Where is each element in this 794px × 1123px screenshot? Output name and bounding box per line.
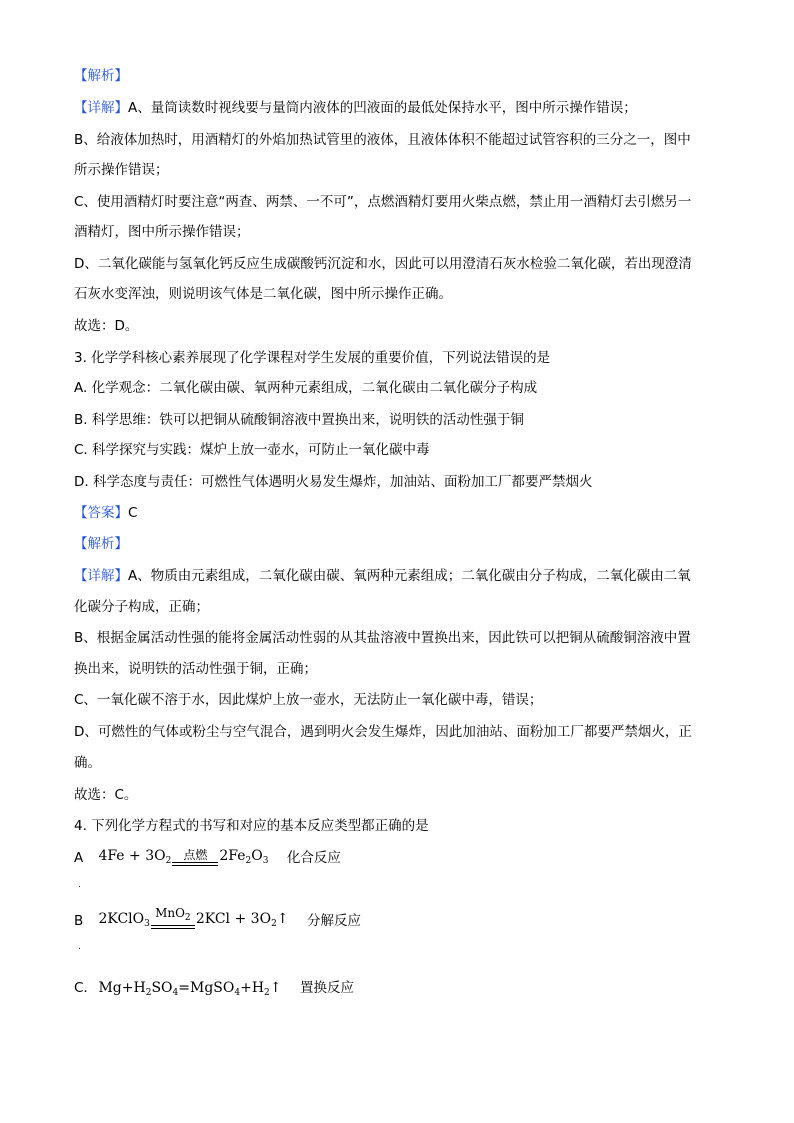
option-b-reaction-type: 分解反应 [306,913,361,929]
answer-value: C [128,505,138,521]
q3-detail-b-line2: 换出来，说明铁的活动性强于铜，正确； [74,661,317,677]
dot-mark: . [78,942,81,952]
option-c-label: C. [74,980,88,996]
detail-c-line2: 酒精灯，图中所示操作错误； [74,224,250,240]
reaction-condition: 点燃 [172,848,218,866]
detail-c-line1: C、使用酒精灯时要注意“两查、两禁、一不可”，点燃酒精灯要用火柴点燃，禁止用一酒精灯去引燃另一 [74,194,692,210]
question-3-option-d: D. 科学态度与责任：可燃性气体遇明火易发生爆炸，加油站、面粉加工厂都要严禁烟火 [74,474,593,490]
question-4-option-a: A $4Fe + 3O_2$ 点燃 $2Fe_2O_3$ 化合反应 [74,848,341,866]
answer-line [74,503,137,523]
detail-b-line2: 所示操作错误； [74,162,169,178]
option-b-label: B [74,913,84,929]
detail-d-line1: D、二氧化碳能与氢氧化钙反应生成碳酸钙沉淀和水，因此可以用澄清石灰水检验二氧化碳，若出现澄清 [74,256,692,272]
q3-detail-d-line2: 确。 [74,755,101,771]
analysis-label: 【解析】 [74,68,128,84]
q3-detail-b-line1: B、根据金属活动性强的能将金属活动性弱的从其盐溶液中置换出来，因此铁可以把铜从硫酸铜溶液中置 [74,630,691,646]
answer-label: 【答案】 [74,505,128,521]
question-4-stem: 4. 下列化学方程式的书写和对应的基本反应类型都正确的是 [74,818,429,834]
q3-detail-c: C、一氧化碳不溶于水，因此煤炉上放一壶水，无法防止一氧化碳中毒，错误； [74,692,543,708]
question-4-option-c: C. $Mg+H_2SO_4=MgSO_4+H_2↑$ 置换反应 [74,980,354,998]
option-c-reaction-type: 置换反应 [299,980,354,996]
q3-detail-a-line2: 化碳分子构成，正确； [74,599,209,615]
question-3-option-c: C. 科学探究与实践：煤炉上放一壶水，可防止一氧化碳中毒 [74,442,430,458]
option-a-label: A [74,850,84,866]
q3-choice-line: 故选：C。 [74,787,138,803]
catalyst-condition: MnO$_2$ [151,906,195,929]
detail-paragraph-a [74,98,637,118]
analysis-label-q3: 【解析】 [74,536,128,552]
question-3-option-b: B. 科学思维：铁可以把铜从硫酸铜溶液中置换出来，说明铁的活动性强于铜 [74,412,524,428]
detail-b-line1: B、给液体加热时，用酒精灯的外焰加热试管里的液体，且液体体积不能超过试管容积的三分之一，图中 [74,132,691,148]
question-3-option-a: A. 化学观念：二氧化碳由碳、氧两种元素组成，二氧化碳由二氧化碳分子构成 [74,380,538,396]
detail-label-q3: 【详解】 [74,568,128,584]
dot-mark: . [78,880,81,890]
question-4-option-b: B 2KClO$_3$ MnO$_2$ $2KCl + 3O_2↑$ 分解反应 [74,906,361,929]
option-a-reaction-type: 化合反应 [286,850,341,866]
q3-detail-a-line1 [74,566,691,586]
q3-detail-d-line1: D、可燃性的气体或粉尘与空气混合，遇到明火会发生爆炸，因此加油站、面粉加工厂都要严禁烟火，正 [74,724,692,740]
q3-detail-a-text: A、物质由元素组成，二氧化碳由碳、氧两种元素组成；二氧化碳由分子构成，二氧化碳由二氧 [128,568,691,584]
detail-d-line2: 石灰水变浑浊，则说明该气体是二氧化碳，图中所示操作正确。 [74,286,452,302]
question-3-stem: 3. 化学学科核心素养展现了化学课程对学生发展的重要价值，下列说法错误的是 [74,350,551,366]
detail-label: 【详解】 [74,100,128,116]
choice-line: 故选：D。 [74,318,139,334]
detail-text: A、量筒读数时视线要与量筒内液体的凹液面的最低处保持水平，图中所示操作错误； [128,100,637,116]
